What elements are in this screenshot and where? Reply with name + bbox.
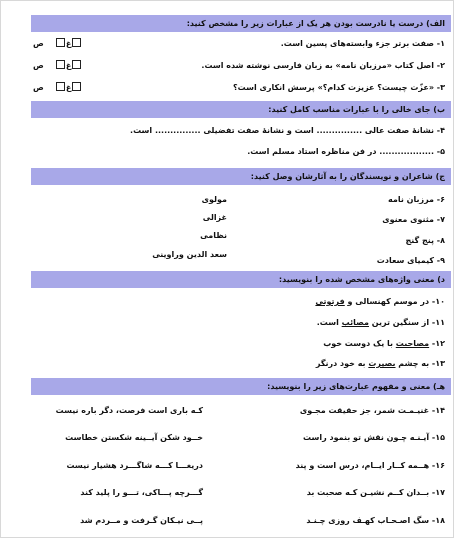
true-checkbox[interactable]: [72, 60, 81, 69]
question-10: [315, 296, 445, 308]
q10-word: فرتوتی: [315, 297, 345, 306]
question-13: [316, 358, 445, 370]
question-4: ۴- نشانهٔ صفت عالی ............... است و نشانهٔ صفت تفضیلی ............... است.: [130, 126, 445, 135]
question-11: [317, 317, 445, 329]
question-12: [323, 338, 445, 350]
author-2: غزالی: [202, 213, 227, 222]
section-e-header: هـ) معنی و مفهوم عبارت‌های زیر را بنویسید:: [31, 378, 451, 395]
section-c-header: ج) شاعران و نویسندگان را به آثارشان وصل کنید:: [31, 168, 451, 185]
verse-17-second: گـــرچه پـــاکی، تـــو را پلید کند: [80, 488, 203, 497]
verse-18-first: ۱۸- سگ اصـحـاب کهـف روزی چـنـد: [306, 516, 445, 525]
verse-18-second: پــی نیـکان گـرفت و مــردم شد: [80, 516, 203, 525]
q11-rest: است.: [316, 318, 342, 327]
q11-text: ۱۱- از سنگین ترین: [368, 318, 445, 327]
work-8: ۸- پنج گنج: [405, 236, 445, 245]
verse-15-first: ۱۵- آیـنـه چـون نقش تو بنمود راست: [303, 433, 445, 442]
q11-word: مصائب: [341, 318, 369, 327]
tf-options-1: [33, 38, 82, 50]
work-6: ۶- مرزبان نامه: [388, 195, 445, 204]
q10-text: ۱۰- در موسم کهنسالی و: [344, 297, 445, 306]
false-checkbox[interactable]: [56, 82, 65, 91]
false-label: غ: [65, 39, 72, 48]
true-label: ص: [33, 83, 44, 92]
work-7: ۷- مثنوی معنوی: [382, 215, 445, 224]
verse-17-first: ۱۷- بــدان کــم نشیـن کـه صحبت بد: [306, 488, 445, 497]
q12-rest: با یک دوست خوب: [323, 339, 396, 348]
question-3: ۳- «عزّت چیست؟ عزیزت کدام؟» پرسش انکاری است؟: [233, 83, 445, 92]
q12-text: ۱۲-: [429, 339, 445, 348]
false-label: غ: [65, 83, 72, 92]
verse-16-first: ۱۶- هــمه کــار ایــام، درس است و پند: [295, 461, 445, 470]
verse-15-second: خــود شکن آیــینه شکستن خطاست: [65, 433, 203, 442]
verse-16-second: دریغـــا کـــه شاگـــرد هشیار نیست: [66, 461, 203, 470]
false-checkbox[interactable]: [56, 60, 65, 69]
q13-rest: به خود درنگر: [315, 359, 369, 368]
section-b-header: ب) جای خالی را با عبارات مناسب کامل کنید:: [31, 101, 451, 118]
tf-options-2: [33, 60, 82, 72]
question-5: ۵- .................. در فن مناظره استاد مسلم است.: [247, 147, 445, 156]
true-checkbox[interactable]: [72, 38, 81, 47]
question-2: ۲- اصل کتاب «مرزبان نامه» به زبان فارسی نوشته شده است.: [201, 61, 445, 70]
true-label: ص: [33, 61, 44, 70]
work-9: ۹- کیمیای سعادت: [376, 256, 445, 265]
author-3: نظامی: [200, 231, 227, 240]
true-label: ص: [33, 39, 44, 48]
question-1: ۱- صفت برتر جزء وابسته‌های پسین است.: [280, 39, 445, 48]
q13-word: بصیرت: [368, 359, 396, 368]
q12-word: مصاحبت: [395, 339, 430, 348]
true-checkbox[interactable]: [72, 82, 81, 91]
verse-14-first: ۱۴- غنیـمـت شمر، جز حقیقت مجـوی: [299, 406, 445, 415]
false-checkbox[interactable]: [56, 38, 65, 47]
section-a-header: الف) درست یا نادرست بودن هر یک از عبارات زیر را مشخص کنید:: [31, 15, 451, 32]
author-4: سعد الدین وراوینی: [152, 250, 227, 259]
q13-text: ۱۳- به چشم: [395, 359, 445, 368]
tf-options-3: [33, 82, 82, 94]
section-d-header: د) معنی واژه‌های مشخص شده را بنویسید:: [31, 271, 451, 288]
author-1: مولوی: [201, 195, 227, 204]
false-label: غ: [65, 61, 72, 70]
verse-14-second: کـه باری است فرصت، دگر باره نیست: [55, 406, 203, 415]
